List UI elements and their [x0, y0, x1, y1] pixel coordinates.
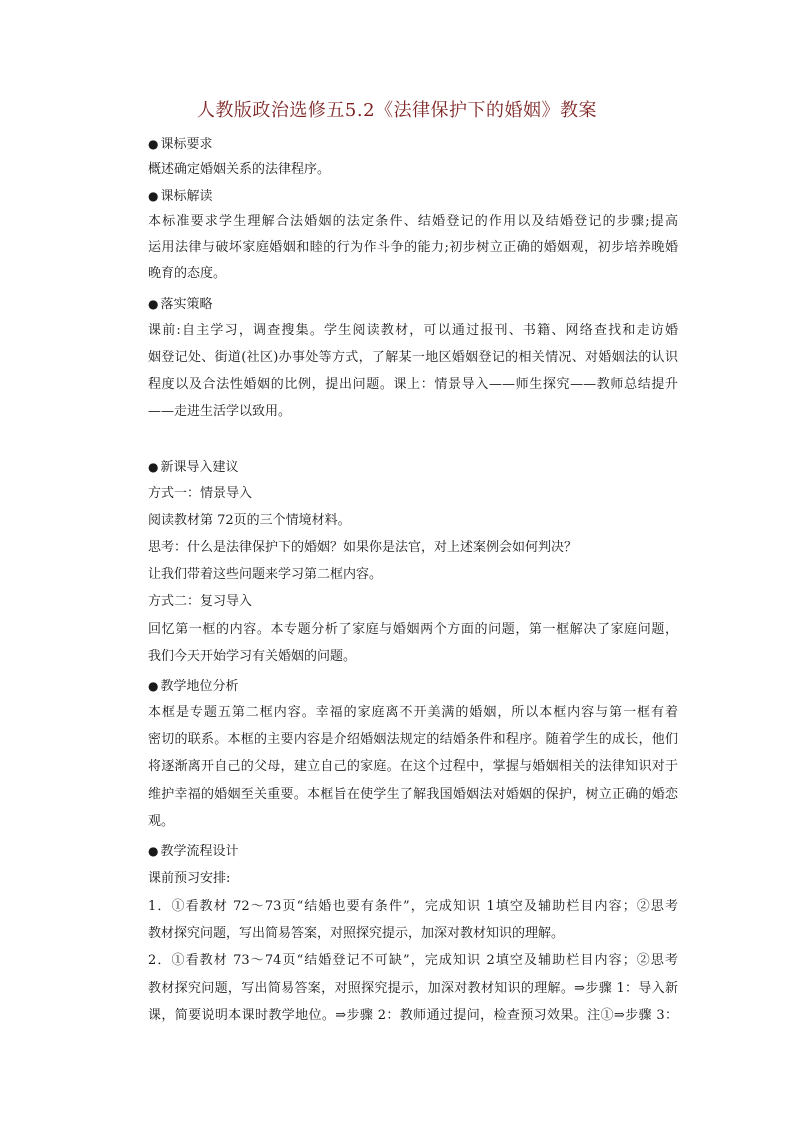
paragraph-line: 阅读教材第 72页的三个情境材料。	[148, 513, 351, 528]
paragraph-line: 课前:自主学习，调查搜集。学生阅读教材，可以通过报刊、书籍、网络查找和走访婚	[148, 323, 678, 338]
paragraph-line: 观。	[148, 814, 175, 829]
bullet-icon: ●	[148, 844, 159, 858]
bullet-icon: ●	[148, 189, 159, 203]
paragraph-line: 回忆第一框的内容。本专题分析了家庭与婚姻两个方面的问题，第一框解决了家庭问题，	[148, 622, 678, 637]
paragraph-line: 程度以及合法性婚姻的比例，提出问题。课上：情景导入——师生探究——教师总结提升	[148, 377, 678, 392]
paragraph-line: 我们今天开始学习有关婚姻的问题。	[148, 649, 357, 664]
paragraph-line: 让我们带着这些问题来学习第二框内容。	[148, 567, 383, 582]
paragraph-line: 维护幸福的婚姻至关重要。本框旨在使学生了解我国婚姻法对婚姻的保护，树立正确的婚恋	[148, 787, 678, 802]
paragraph-line: 姻登记处、街道(社区)办事处等方式，了解某一地区婚姻登记的相关情况、对婚姻法的认识	[148, 350, 678, 365]
paragraph-line: 课前预习安排:	[148, 871, 231, 886]
bullet-icon: ●	[148, 679, 159, 693]
bullet-icon: ●	[148, 297, 159, 311]
paragraph-line: 教材探究问题，写出简易答案，对照探究提示，加深对教材知识的理解。⇒步骤 1：导入新	[148, 981, 678, 996]
bullet-icon: ●	[148, 460, 159, 474]
section-heading-process: ● 教学流程设计	[148, 844, 239, 859]
paragraph-line: 2．①看教材 73～74页“结婚登记不可缺”，完成知识 2填空及辅助栏目内容；②思考	[148, 953, 678, 968]
section-heading-strategy: ● 落实策略	[148, 297, 213, 312]
paragraph-line: 概述确定婚姻关系的法律程序。	[148, 162, 331, 177]
paragraph-line: 教材探究问题，写出简易答案，对照探究提示，加深对教材知识的理解。	[148, 926, 565, 941]
paragraph-line: 本标准要求学生理解合法婚姻的法定条件、结婚登记的作用以及结婚登记的步骤;提高	[148, 214, 678, 229]
paragraph-line: 本框是专题五第二框内容。幸福的家庭离不开美满的婚姻，所以本框内容与第一框有着	[148, 705, 678, 720]
paragraph-line: 将逐渐离开自己的父母，建立自己的家庭。在这个过程中，掌握与婚姻相关的法律知识对于	[148, 759, 678, 774]
paragraph-line: 运用法律与破坏家庭婚姻和睦的行为作斗争的能力;初步树立正确的婚姻观，初步培养晚婚	[148, 240, 678, 255]
paragraph-line: 晚育的态度。	[148, 266, 227, 281]
paragraph-line: 方式二：复习导入	[148, 594, 253, 609]
paragraph-line: 密切的联系。本框的主要内容是介绍婚姻法规定的结婚条件和程序。随着学生的成长，他们	[148, 732, 678, 747]
bullet-icon: ●	[148, 137, 159, 151]
section-heading-standard: ● 课标要求	[148, 137, 213, 152]
section-heading-position: ● 教学地位分析	[148, 679, 239, 694]
paragraph-line: 课，简要说明本课时教学地位。⇒步骤 2：教师通过提问，检查预习效果。注①⇒步骤 3：	[148, 1008, 678, 1023]
section-heading-intro: ● 新课导入建议	[148, 460, 239, 475]
document-title: 人教版政治选修五5.2《法律保护下的婚姻》教案	[196, 100, 598, 121]
paragraph-line: 1．①看教材 72～73页“结婚也要有条件”，完成知识 1填空及辅助栏目内容；②思考	[148, 899, 678, 914]
paragraph-line: 思考：什么是法律保护下的婚姻？如果你是法官，对上述案例会如何判决？	[148, 540, 578, 555]
paragraph-line: 方式一：情景导入	[148, 486, 253, 501]
paragraph-line: ——走进生活学以致用。	[148, 404, 292, 419]
section-heading-interpretation: ● 课标解读	[148, 189, 213, 204]
